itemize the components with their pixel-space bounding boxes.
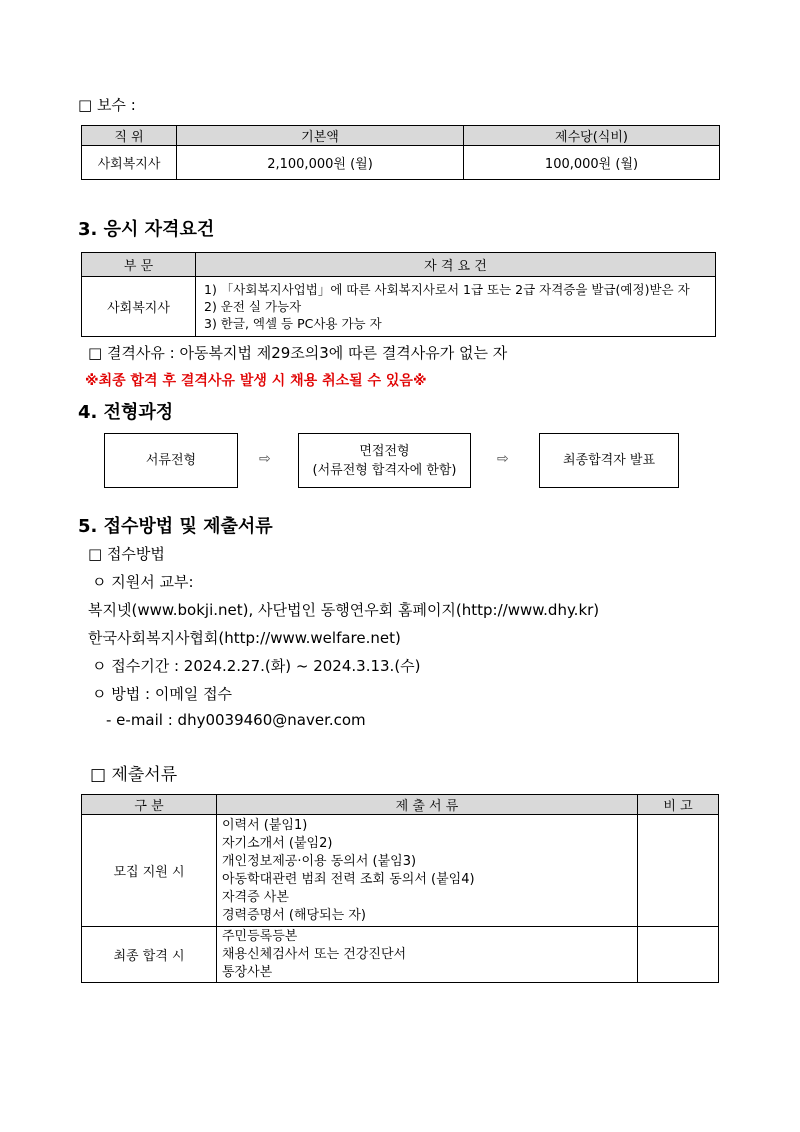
email-text: - e-mail : dhy0039460@naver.com xyxy=(106,711,366,729)
document-item: 아동학대관련 범죄 전력 조회 동의서 (붙임4) xyxy=(222,871,475,887)
process-step-interview-label: 면접전형 xyxy=(359,443,410,459)
pay-cell-allowance: 100,000원 (월) xyxy=(464,146,720,180)
arrow-icon: ⇨ xyxy=(259,451,271,467)
process-step-final xyxy=(539,433,679,488)
period-text: ㅇ 접수기간 : 2024.2.27.(화) ~ 2024.3.13.(수) xyxy=(92,657,421,675)
warning-text: ※최종 합격 후 결격사유 발생 시 채용 취소될 수 있음※ xyxy=(85,373,427,389)
process-heading: 4. 전형과정 xyxy=(78,402,174,423)
form-label: ㅇ 지원서 교부: xyxy=(92,573,194,591)
qual-table xyxy=(81,252,716,337)
pay-cell-base: 2,100,000원 (월) xyxy=(177,146,464,180)
document-item: 개인정보제공·이용 동의서 (붙임3) xyxy=(222,853,417,869)
process-step-interview-note: (서류전형 합격자에 한함) xyxy=(312,462,457,478)
documents-row-items xyxy=(217,927,638,983)
submission-heading: 5. 접수방법 및 제출서류 xyxy=(78,516,273,537)
requirement-item: 2) 운전 실 가능자 xyxy=(204,299,302,314)
process-step-document-label: 서류전형 xyxy=(145,453,197,468)
pay-table xyxy=(81,125,720,180)
documents-table xyxy=(81,794,719,983)
documents-header-category: 구 분 xyxy=(82,795,217,815)
documents-row-category: 모집 지원 시 xyxy=(82,815,217,927)
disqualification-text: □ 결격사유 : 아동복지법 제29조의3에 따른 결격사유가 없는 자 xyxy=(88,344,508,362)
documents-header-note: 비 고 xyxy=(638,795,719,815)
documents-heading: □ 제출서류 xyxy=(90,765,178,785)
document-item: 경력증명서 (해당되는 자) xyxy=(222,907,366,923)
documents-row-note xyxy=(638,927,719,983)
documents-header-items: 제 출 서 류 xyxy=(217,795,638,815)
pay-header-base: 기본액 xyxy=(177,126,464,146)
form-sites-line1: 복지넷(www.bokji.net), 사단법인 동행연우회 홈페이지(http://www.dhy.kr) xyxy=(88,601,600,619)
qual-heading: 3. 응시 자격요건 xyxy=(78,219,215,240)
document-item: 통장사본 xyxy=(222,964,273,980)
document-item: 자격증 사본 xyxy=(222,889,289,905)
documents-row-note xyxy=(638,815,719,927)
process-step-final-label: 최종합격자 발표 xyxy=(562,453,656,468)
form-sites-line2: 한국사회복지사협회(http://www.welfare.net) xyxy=(88,629,401,647)
document-item: 이력서 (붙임1) xyxy=(222,817,308,833)
document-item: 자기소개서 (붙임2) xyxy=(222,835,333,851)
pay-heading: □ 보수 : xyxy=(78,96,136,114)
process-step-interview xyxy=(298,433,471,488)
document-item: 채용신체검사서 또는 건강진단서 xyxy=(222,946,407,962)
documents-row-items xyxy=(217,815,638,927)
qual-cell-requirements xyxy=(196,277,716,337)
qual-header-requirements: 자 격 요 건 xyxy=(196,253,716,277)
pay-cell-position: 사회복지사 xyxy=(82,146,177,180)
qual-header-dept: 부 문 xyxy=(82,253,196,277)
process-step-document xyxy=(104,433,238,488)
document-item: 주민등록등본 xyxy=(222,928,298,944)
requirement-item: 3) 한글, 엑셀 등 PC사용 가능 자 xyxy=(204,316,382,331)
pay-header-allowance: 제수당(식비) xyxy=(464,126,720,146)
qual-cell-dept: 사회복지사 xyxy=(82,277,196,337)
arrow-icon: ⇨ xyxy=(497,451,509,467)
method-text: ㅇ 방법 : 이메일 접수 xyxy=(92,685,233,703)
method-heading: □ 접수방법 xyxy=(88,545,165,563)
pay-header-position: 직 위 xyxy=(82,126,177,146)
documents-row-category: 최종 합격 시 xyxy=(82,927,217,983)
requirement-item: 1) 「사회복지사업법」에 따른 사회복지사로서 1급 또는 2급 자격증을 발급(예정)받은 자 xyxy=(204,282,690,297)
